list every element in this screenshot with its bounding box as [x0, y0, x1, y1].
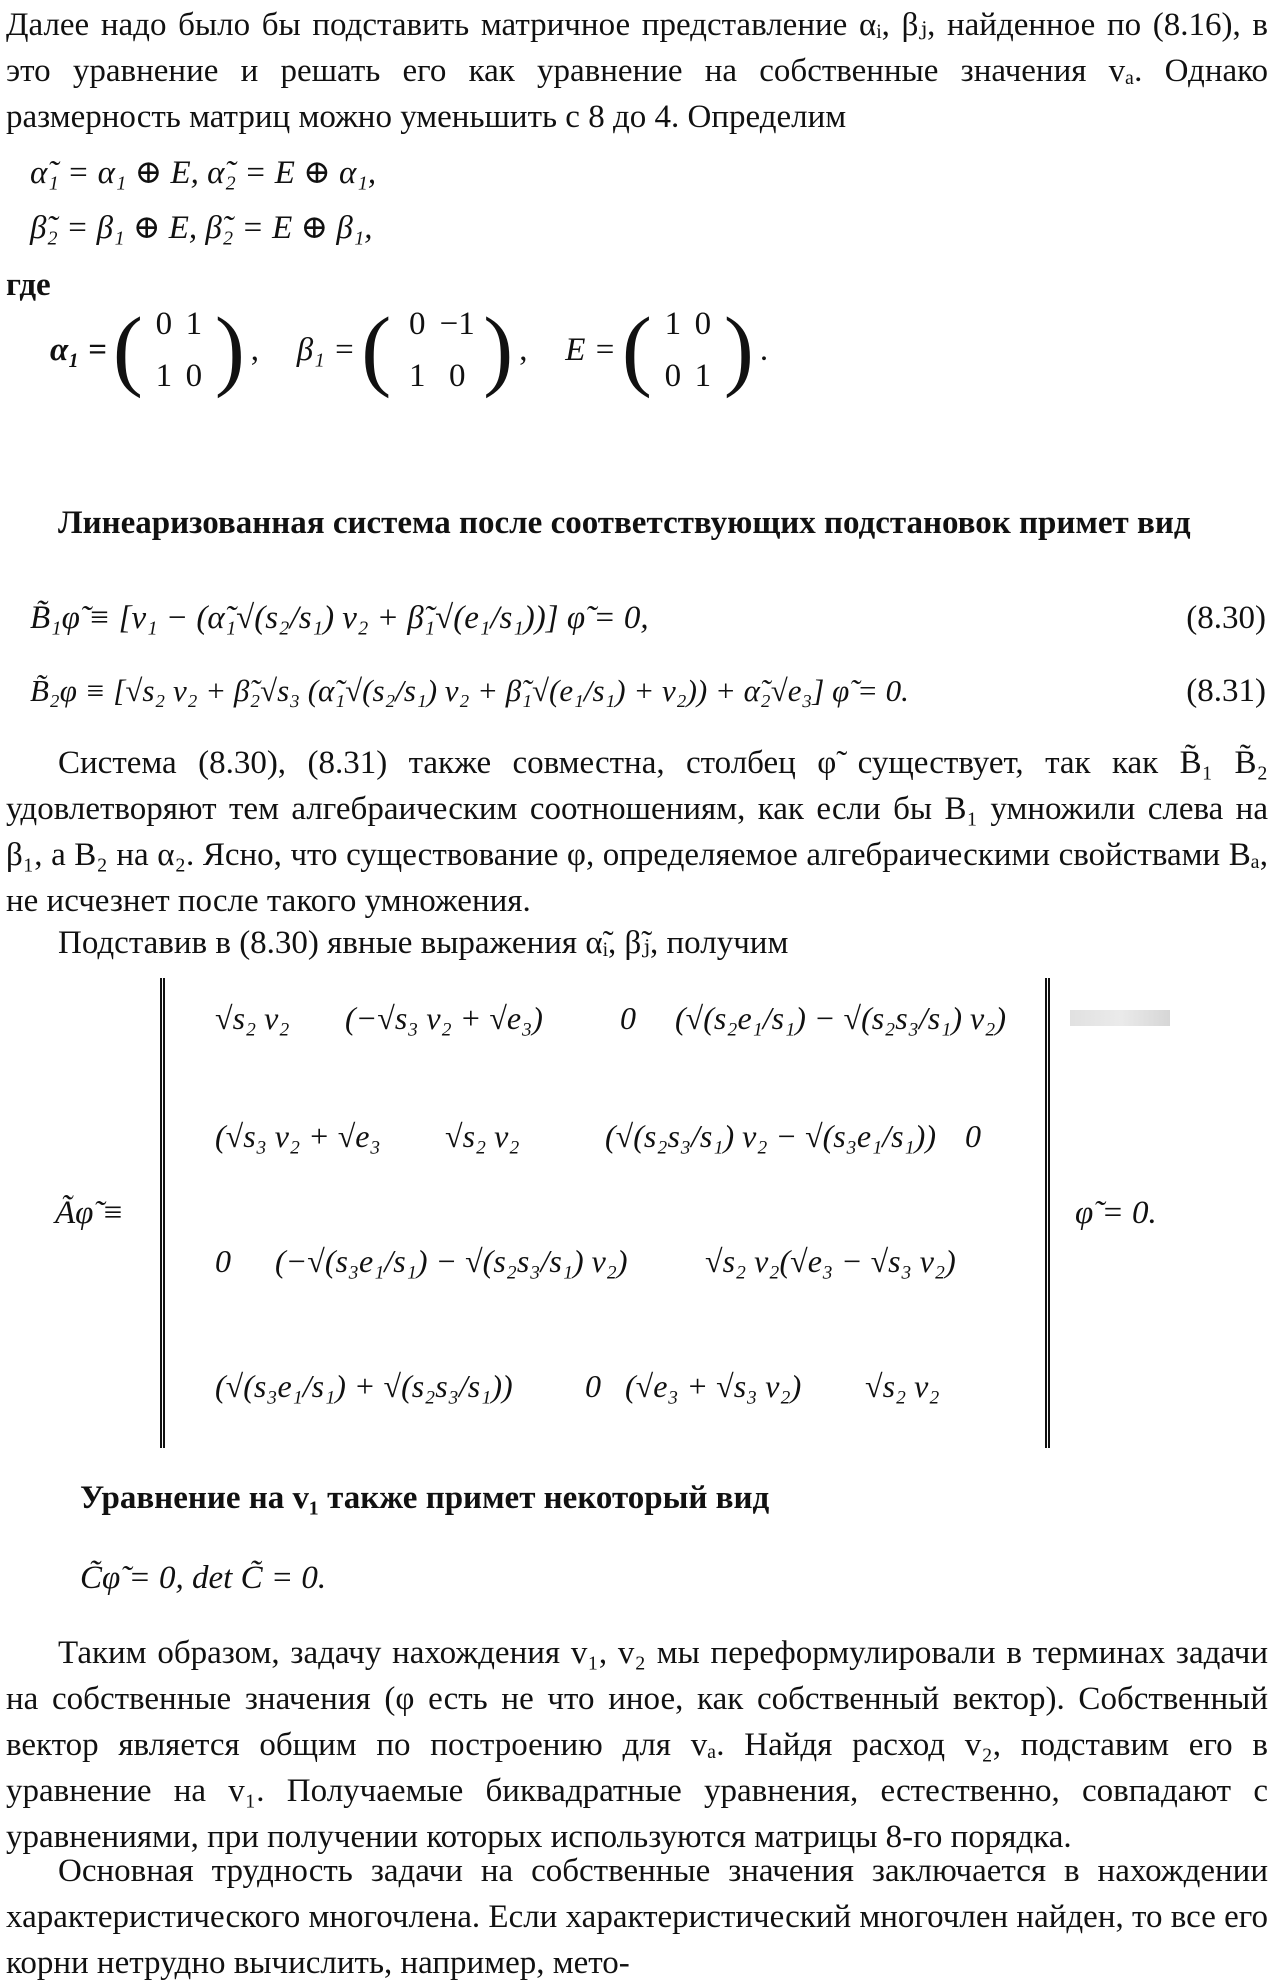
matrix-entry: 1 [408, 358, 426, 394]
paren-right: ) [723, 300, 754, 399]
matrix-entry: 1 [694, 358, 712, 394]
alpha-label: α₁ = [50, 332, 107, 368]
matrix-cell: (−√(s₃e₁/s₁) − √(s₂s₃/s₁) v₂) [275, 1243, 628, 1279]
matrix-lhs: Ãφ̃ ≡ [55, 1195, 124, 1231]
matrix-cell: (√(s₂s₃/s₁) v₂ − √(s₃e₁/s₁)) [605, 1118, 936, 1154]
matrix-cell: (√s₃ v₂ + √e₃ [215, 1118, 381, 1154]
matrix-entry: 0 [155, 306, 173, 342]
matrix-entry: 0 [664, 358, 682, 394]
paragraph-substitute: Подставив в (8.30) явные выражения α̃ᵢ, β̃ⱼ, получим [58, 925, 789, 961]
paren-left: ( [621, 300, 652, 399]
matrix-entry: 0 [694, 306, 712, 342]
beta-matrix [397, 301, 477, 399]
matrix-entry: 1 [155, 358, 173, 394]
matrix-entry: 0 [408, 306, 426, 342]
matrix-cell: √s₂ v₂ [215, 1000, 290, 1036]
paren-right: ) [214, 300, 245, 399]
matrix-cell: (√(s₃e₁/s₁) + √(s₂s₃/s₁)) [215, 1368, 513, 1404]
equation-8-31: B̃₂φ ≡ [√s₂ v₂ + β̃₂√s₃ (α̃₁√(s₂/s₁) v₂ + β̃₁√(e₁/s₁) + v₂)) + α̃₂√e₃] φ̃ = 0. [30, 673, 909, 708]
matrix-entry: −1 [439, 306, 475, 342]
equation-number-8-31: (8.31) [1186, 673, 1266, 709]
matrix-entry: 1 [664, 306, 682, 342]
paren-right: ) [483, 300, 514, 399]
paren-left: ( [112, 300, 143, 399]
definition-alpha-tilde: α̃₁ = α₁ ⊕ E, α̃₂ = E ⊕ α₁, [30, 155, 377, 191]
paragraph-intro: Далее надо было бы подставить матричное представление αᵢ, βⱼ, найденное по (8.16), в это уравнение и решать его как уравнение на собственные значения vₐ. Однако размерность матриц можно уменьшить с 8 до 4. Определим [6, 7, 1268, 135]
equation-c-tilde: C̃φ̃ = 0, det C̃ = 0. [80, 1560, 327, 1596]
paragraph-linearized: Линеаризованная система после соответствующих подстановок примет вид [58, 505, 1191, 541]
matrix-entry: 0 [448, 358, 466, 394]
matrix-cell: 0 [620, 1000, 636, 1036]
equation-number-8-30: (8.30) [1186, 600, 1266, 636]
matrix-cell: √s₂ v₂ [445, 1118, 520, 1154]
matrix-cell: (√e₃ + √s₃ v₂) [625, 1368, 802, 1404]
paragraph-main-difficulty: Основная трудность задачи на собственные значения заключается в нахождении характеристического многочлена. Если характеристический многочлен найден, то все его корни нетрудно вычислить, например, мето- [6, 1853, 1268, 1981]
matrix-cell: √s₂ v₂(√e₃ − √s₃ v₂) [705, 1243, 956, 1279]
where-label: где [6, 267, 51, 303]
matrix-cell: 0 [215, 1243, 231, 1279]
matrix-entry: 1 [185, 306, 203, 342]
paren-left: ( [361, 300, 392, 399]
alpha-matrix [149, 301, 209, 399]
beta-label: β₁ = [296, 332, 356, 368]
matrix-cell: 0 [965, 1118, 981, 1154]
identity-matrix [658, 301, 718, 399]
matrix-rhs: φ̃ = 0. [1075, 1195, 1157, 1231]
paragraph-reformulated: Таким образом, задачу нахождения v₁, v₂ мы переформулировали в терминах задачи на собственные значения (φ есть не что иное, как собственный вектор). Собственный вектор является общим по построению для vₐ. Найдя расход v₂, подставим его в уравнение на v₁. Получаемые биквадратные уравнения, естественно, совпадают с уравнениями, при получении которых используются матрицы 8-го порядка. [6, 1635, 1268, 1855]
matrix-cell: (√(s₂e₁/s₁) − √(s₂s₃/s₁) v₂) [675, 1000, 1006, 1036]
matrix-cell: √s₂ v₂ [865, 1368, 940, 1404]
matrix-cell: 0 [585, 1368, 601, 1404]
e-label: E = [565, 332, 616, 368]
paragraph-system-compatible: Система (8.30), (8.31) также совместна, столбец φ̃ существует, так как B̃₁ B̃₂ удовлетворяют тем алгебраическим соотношениям, как если бы B₁ умножили слева на β₁, а B₂ на α₂. Ясно, что существование φ, определяемое алгебраическими свойствами Bₐ, не исчезнет после такого умножения. [6, 745, 1268, 919]
matrix-entry: 0 [185, 358, 203, 394]
matrix-definitions: α₁ = ( 0 1 1 0 ) , β₁ = ( 0 −1 1 0 ) , E = ( 1 0 0 1 ) . [50, 300, 769, 399]
matrix-a-tilde [160, 978, 1050, 1448]
paragraph-v1-equation: Уравнение на v₁ также примет некоторый вид [80, 1480, 770, 1516]
definition-beta-tilde: β̃₂ = β₁ ⊕ E, β̃₂ = E ⊕ β₁, [30, 210, 373, 246]
print-smudge [1070, 1010, 1170, 1026]
matrix-cell: (−√s₃ v₂ + √e₃) [345, 1000, 543, 1036]
equation-8-30: B̃₁φ̃ ≡ [v₁ − (α̃₁√(s₂/s₁) v₂ + β̃₁√(e₁/s₁))] φ̃ = 0, [30, 600, 649, 636]
